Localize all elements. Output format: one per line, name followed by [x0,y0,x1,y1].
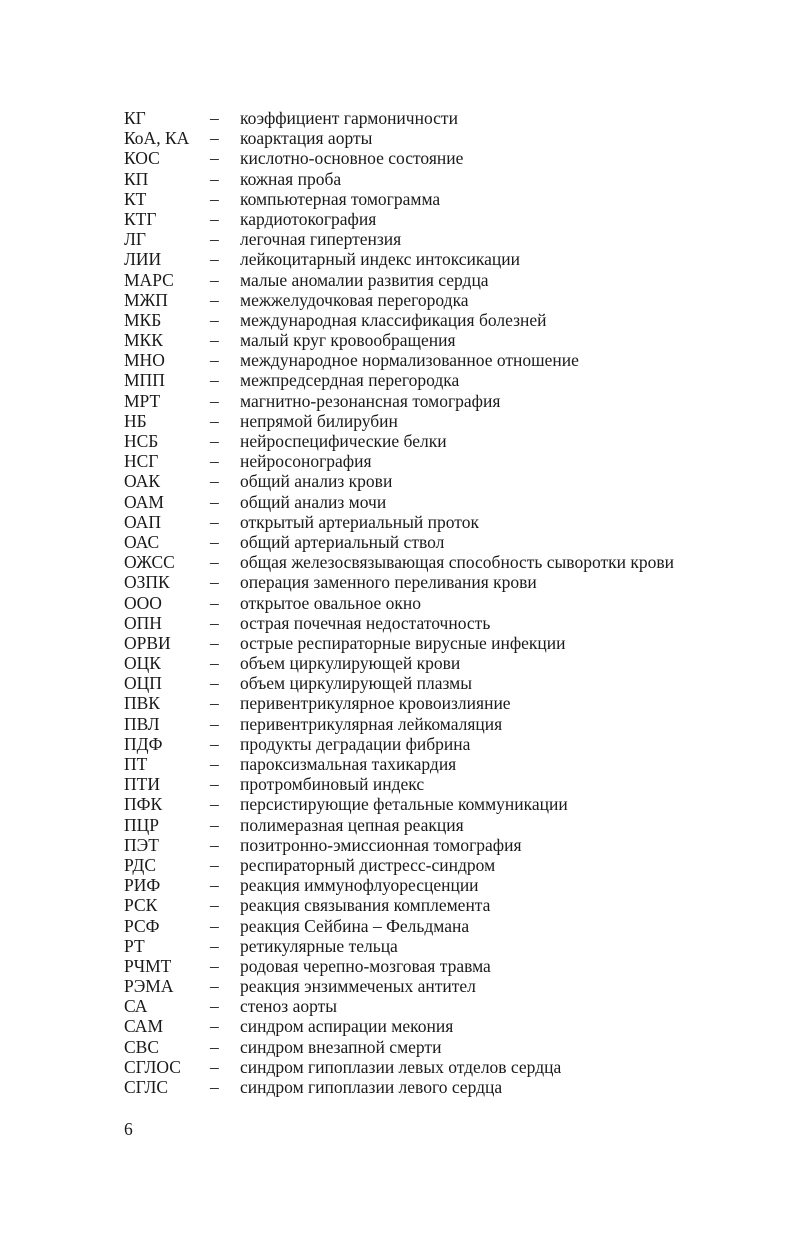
abbreviation-definition: перивентрикулярная лейкомаляция [240,713,503,734]
abbreviation-row [124,996,764,1016]
abbreviation-definition: стеноз аорты [240,996,338,1017]
abbreviation-row [124,1077,764,1097]
abbreviation-term: КоА, КА [124,128,190,149]
abbreviation-dash: – [210,511,219,532]
abbreviation-definition: операция заменного переливания крови [240,572,537,593]
abbreviation-term: РСФ [124,915,160,936]
abbreviation-term: МПП [124,370,165,391]
abbreviation-dash: – [210,471,219,492]
abbreviation-definition: межжелудочковая перегородка [240,289,469,310]
abbreviation-dash: – [210,249,219,270]
abbreviation-dash: – [210,208,219,229]
abbreviation-term: ОРВИ [124,632,171,653]
abbreviation-dash: – [210,491,219,512]
abbreviation-term: МКК [124,330,163,351]
abbreviation-term: НСГ [124,451,159,472]
abbreviation-term: НБ [124,410,147,431]
abbreviation-term: ОЖСС [124,552,175,573]
abbreviation-term: СГЛС [124,1077,169,1097]
abbreviation-term: РДС [124,854,157,875]
abbreviation-term: ПВЛ [124,713,160,734]
abbreviation-definition: открытый артериальный проток [240,511,479,532]
abbreviation-definition: малый круг кровообращения [240,330,456,351]
abbreviation-definition: пароксизмальная тахикардия [240,754,457,774]
abbreviation-row [124,270,764,290]
abbreviation-row [124,613,764,633]
abbreviation-term: СВС [124,1036,160,1057]
abbreviation-definition: острые респираторные вирусные инфекции [240,632,566,653]
abbreviation-term: РИФ [124,875,161,896]
abbreviation-dash: – [210,451,219,472]
abbreviation-definition: продукты деградации фибрина [240,733,471,754]
abbreviation-dash: – [210,269,219,290]
abbreviation-definition: ретикулярные тельца [240,935,398,956]
abbreviation-term: КТГ [124,208,157,229]
abbreviation-definition: компьютерная томограмма [240,188,441,209]
abbreviation-row [124,512,764,532]
abbreviation-term: ПДФ [124,733,163,754]
abbreviation-dash: – [210,996,219,1017]
abbreviation-definition: малые аномалии развития сердца [240,269,489,290]
abbreviation-row [124,249,764,269]
abbreviation-row [124,471,764,491]
abbreviation-definition: протромбиновый индекс [240,774,425,795]
abbreviation-row [124,431,764,451]
abbreviation-term: РТ [124,935,145,956]
abbreviation-definition: кислотно-основное состояние [240,148,464,169]
abbreviation-row [124,169,764,189]
abbreviation-term: ПЭТ [124,834,159,855]
abbreviation-term: РЧМТ [124,955,172,976]
abbreviation-definition: общий артериальный ствол [240,531,445,552]
abbreviation-dash: – [210,1036,219,1057]
abbreviation-dash: – [210,794,219,815]
abbreviation-definition: синдром гипоплазии левого сердца [240,1077,503,1097]
abbreviation-definition: общий анализ мочи [240,491,387,512]
abbreviation-dash: – [210,370,219,391]
abbreviation-row [124,552,764,572]
abbreviation-dash: – [210,390,219,411]
abbreviation-definition: синдром аспирации мекония [240,1016,454,1037]
abbreviation-definition: непрямой билирубин [240,410,398,431]
abbreviation-dash: – [210,774,219,795]
abbreviation-term: ОАМ [124,491,164,512]
abbreviation-term: ООО [124,592,162,613]
abbreviation-dash: – [210,552,219,573]
abbreviation-term: ЛИИ [124,249,162,270]
abbreviation-definition: реакция Сейбина – Фельдмана [240,915,470,936]
abbreviation-definition: кожная проба [240,168,342,189]
abbreviation-row [124,350,764,370]
abbreviation-dash: – [210,814,219,835]
abbreviation-term: СА [124,996,148,1017]
abbreviation-row [124,936,764,956]
abbreviation-row [124,209,764,229]
abbreviation-definition: международное нормализованное отношение [240,350,579,371]
abbreviation-row [124,451,764,471]
abbreviation-definition: нейросонография [240,451,372,472]
abbreviation-dash: – [210,754,219,774]
abbreviation-dash: – [210,1016,219,1037]
abbreviation-row [124,734,764,754]
abbreviation-definition: реакция иммунофлуоресценции [240,875,479,896]
abbreviation-row [124,774,764,794]
abbreviation-definition: родовая черепно-мозговая травма [240,955,491,976]
abbreviation-definition: коэффициент гармоничности [240,108,458,128]
abbreviation-row [124,1016,764,1036]
abbreviation-dash: – [210,632,219,653]
abbreviation-dash: – [210,1056,219,1077]
abbreviation-row [124,1057,764,1077]
abbreviation-term: МНО [124,350,165,371]
abbreviation-row [124,754,764,774]
abbreviation-definition: синдром гипоплазии левых отделов сердца [240,1056,562,1077]
abbreviation-dash: – [210,1077,219,1097]
abbreviation-definition: синдром внезапной смерти [240,1036,442,1057]
abbreviation-term: ОЦК [124,653,161,674]
abbreviation-definition: реакция связывания комплемента [240,895,491,916]
abbreviation-term: ОЗПК [124,572,170,593]
abbreviation-dash: – [210,108,219,128]
abbreviation-dash: – [210,531,219,552]
abbreviation-dash: – [210,834,219,855]
abbreviation-dash: – [210,693,219,714]
abbreviation-definition: коарктация аорты [240,128,373,149]
abbreviation-definition: магнитно-резонансная томография [240,390,501,411]
abbreviation-definition: общий анализ крови [240,471,393,492]
abbreviation-row [124,391,764,411]
abbreviation-dash: – [210,915,219,936]
abbreviation-row [124,492,764,512]
abbreviation-term: ОАС [124,531,160,552]
abbreviation-dash: – [210,128,219,149]
abbreviation-term: РЭМА [124,976,174,997]
abbreviation-row [124,290,764,310]
abbreviation-row [124,835,764,855]
abbreviation-row [124,794,764,814]
abbreviation-row [124,532,764,552]
page-number: 6 [124,1119,133,1139]
abbreviation-term: МЖП [124,289,168,310]
abbreviation-row [124,229,764,249]
abbreviation-dash: – [210,309,219,330]
abbreviation-row [124,1037,764,1057]
abbreviation-dash: – [210,875,219,896]
abbreviation-dash: – [210,955,219,976]
abbreviation-row [124,693,764,713]
abbreviation-row [124,572,764,592]
abbreviation-dash: – [210,410,219,431]
abbreviation-dash: – [210,148,219,169]
abbreviation-definition: открытое овальное окно [240,592,421,613]
abbreviation-term: КТ [124,188,147,209]
abbreviation-dash: – [210,895,219,916]
abbreviation-term: МКБ [124,309,162,330]
abbreviation-term: ПЦР [124,814,160,835]
abbreviation-row [124,976,764,996]
abbreviation-definition: объем циркулирующей крови [240,653,461,674]
abbreviation-row [124,310,764,330]
abbreviation-row [124,653,764,673]
abbreviation-term: ОПН [124,612,162,633]
abbreviation-definition: лейкоцитарный индекс интоксикации [240,249,521,270]
abbreviation-row [124,128,764,148]
abbreviation-dash: – [210,713,219,734]
abbreviation-term: РСК [124,895,158,916]
abbreviation-definition: межпредсердная перегородка [240,370,460,391]
abbreviation-definition: перивентрикулярное кровоизлияние [240,693,511,714]
abbreviation-row [124,855,764,875]
abbreviation-definition: легочная гипертензия [240,229,402,250]
abbreviation-term: ОАК [124,471,161,492]
abbreviation-term: ПФК [124,794,163,815]
abbreviation-row [124,148,764,168]
abbreviation-row [124,633,764,653]
abbreviation-dash: – [210,168,219,189]
abbreviation-row [124,714,764,734]
abbreviation-definition: кардиотокография [240,208,377,229]
abbreviation-dash: – [210,733,219,754]
abbreviation-row [124,411,764,431]
abbreviation-row [124,330,764,350]
abbreviation-dash: – [210,289,219,310]
abbreviation-term: КОС [124,148,160,169]
abbreviation-term: ПТ [124,754,148,774]
abbreviation-definition: международная классификация болезней [240,309,547,330]
abbreviation-definition: реакция энзиммеченых антител [240,976,476,997]
abbreviation-definition: полимеразная цепная реакция [240,814,464,835]
abbreviation-row [124,673,764,693]
abbreviation-term: МРТ [124,390,161,411]
abbreviation-dash: – [210,350,219,371]
abbreviation-dash: – [210,572,219,593]
abbreviation-definition: персистирующие фетальные коммуникации [240,794,568,815]
abbreviation-term: ПТИ [124,774,160,795]
abbreviation-dash: – [210,612,219,633]
abbreviation-term: ОАП [124,511,162,532]
abbreviation-term: НСБ [124,431,159,451]
abbreviation-dash: – [210,592,219,613]
abbreviation-row [124,875,764,895]
abbreviation-term: МАРС [124,269,174,290]
abbreviation-dash: – [210,935,219,956]
abbreviation-row [124,815,764,835]
abbreviation-dash: – [210,431,219,451]
abbreviation-row [124,189,764,209]
abbreviation-definition: объем циркулирующей плазмы [240,673,472,694]
abbreviation-term: САМ [124,1016,163,1037]
abbreviation-definition: общая железосвязывающая способность сыворотки крови [240,552,674,573]
abbreviation-dash: – [210,229,219,250]
abbreviation-row [124,895,764,915]
abbreviation-row [124,916,764,936]
abbreviation-row [124,593,764,613]
abbreviation-dash: – [210,653,219,674]
abbreviation-definition: позитронно-эмиссионная томография [240,834,522,855]
abbreviation-dash: – [210,673,219,694]
abbreviation-dash: – [210,330,219,351]
abbreviation-definition: острая почечная недостаточность [240,612,491,633]
abbreviation-row [124,956,764,976]
abbreviation-dash: – [210,976,219,997]
abbreviation-definition: нейроспецифические белки [240,431,447,451]
abbreviation-term: ПВК [124,693,160,714]
abbreviation-dash: – [210,854,219,875]
abbreviation-term: ОЦП [124,673,162,694]
abbreviation-term: КГ [124,108,146,128]
abbreviation-term: СГЛОС [124,1056,181,1077]
abbreviation-list [124,108,764,1097]
abbreviation-term: ЛГ [124,229,146,250]
abbreviation-row [124,108,764,128]
abbreviation-dash: – [210,188,219,209]
abbreviation-term: КП [124,168,149,189]
abbreviation-row [124,370,764,390]
abbreviation-definition: респираторный дистресс-синдром [240,854,496,875]
